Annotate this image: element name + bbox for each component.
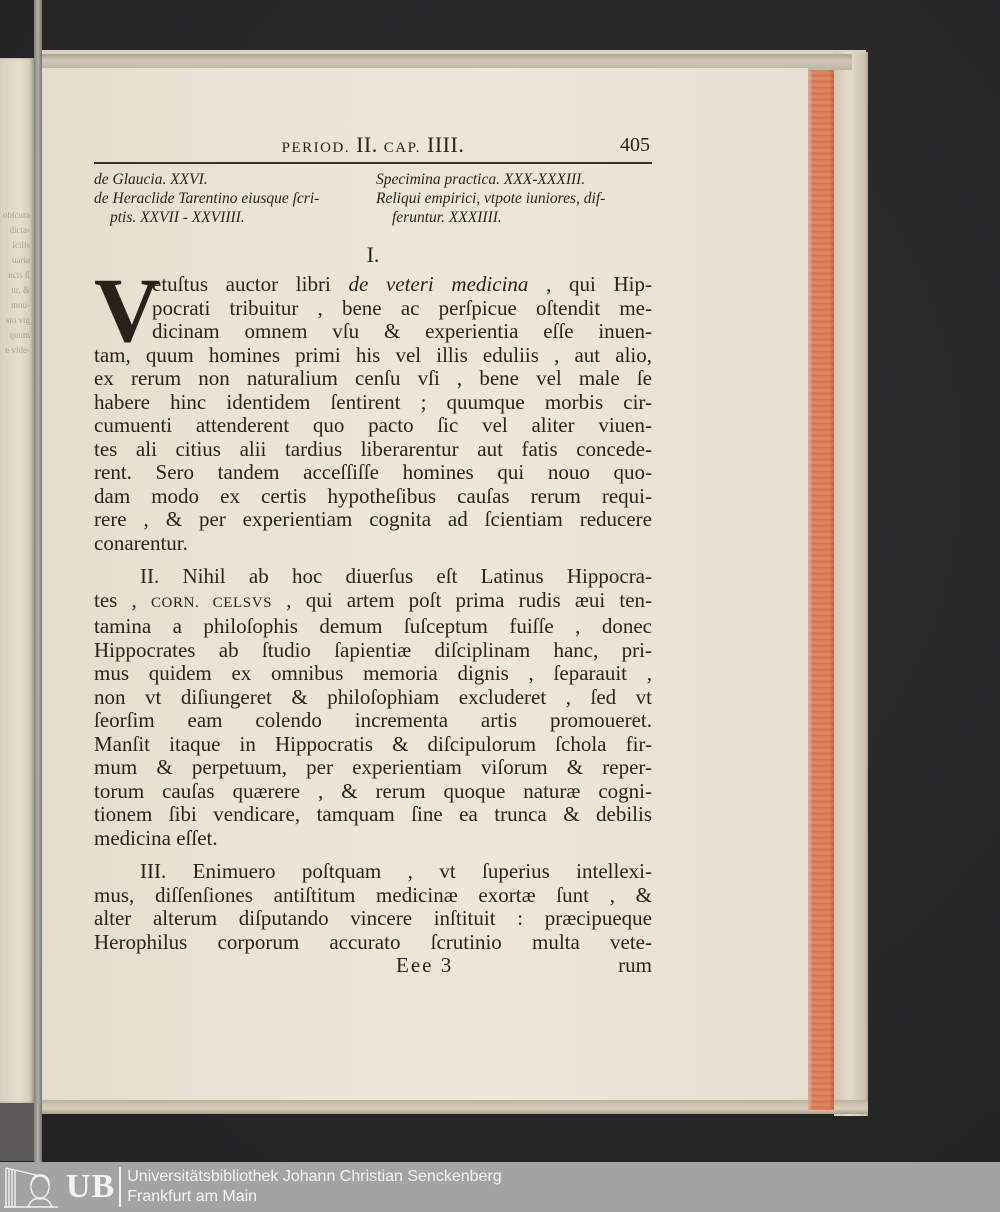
- text-line: Manſit itaque in Hippocratis & diſcipulorum ſchola fir-: [94, 731, 652, 756]
- signature-mark: Eee 3: [396, 953, 454, 977]
- binding-right-edge: [834, 52, 868, 1116]
- adjacent-page-edge: [0, 58, 34, 1103]
- text-line: ex rerum non naturalium cenſu vſi , bene vel male ſe: [94, 366, 652, 390]
- summary-entry: de Heraclide Tarentino eiusque ſcri-: [94, 190, 320, 207]
- summary-right-column: [376, 170, 652, 227]
- summary-entry: Reliqui empirici, vtpote iuniores, dif-: [376, 190, 606, 207]
- library-footer-bar: [0, 1162, 1000, 1212]
- library-name: Universitätsbibliothek Johann Christian Senckenberg: [127, 1168, 502, 1185]
- library-logo[interactable]: [2, 1165, 127, 1209]
- summary-left-column: [94, 170, 370, 227]
- author-name-smallcaps: CORN. CELSVS: [150, 594, 273, 611]
- text-line: non vt diſiungeret & philoſophiam excluderet , ſed vt: [94, 684, 652, 709]
- page-bottom-edge: [42, 1100, 868, 1114]
- glass-plate-edge: [34, 0, 42, 1162]
- text-line: mus, diſſenſiones antiſtitum medicinæ exortæ ſunt , &: [94, 882, 652, 907]
- paragraph-3: [94, 860, 652, 954]
- italic-title: de veteri medicina: [348, 272, 529, 296]
- running-head-cap-number: IIII.: [427, 132, 465, 157]
- text-line: ſeorſim eam colendo incrementa artis promoueret.: [94, 708, 652, 732]
- library-portrait-logo-icon: [2, 1165, 74, 1209]
- text-span: tes ,: [94, 587, 151, 612]
- logo-ub-text: UB: [66, 1168, 116, 1205]
- bleed-line: ur, &: [11, 285, 30, 295]
- text-line: tamina a philoſophis demum ſuſceptum fuiſſe , donec: [94, 614, 652, 638]
- running-head-period: PERIOD.: [281, 140, 351, 156]
- paragraph-2: [94, 565, 652, 850]
- text-line: rent. Sero tandem acceſſiſſe homines qui nouo quo-: [94, 460, 652, 484]
- page-text-block: [94, 132, 652, 977]
- text-line: pocrati tribuitur , bene ac perſpicue oſtendit me-: [152, 295, 652, 320]
- text-span: , qui Hip-: [528, 272, 652, 296]
- bleed-line: uaria: [12, 255, 30, 265]
- text-line: Herophilus corporum accurato ſcrutinio multa vete-: [94, 929, 652, 954]
- bleed-line: sto vig: [5, 315, 30, 325]
- library-credit: [127, 1167, 501, 1207]
- adjacent-page-bleed-text: [0, 208, 30, 1068]
- section-number: I.: [366, 242, 380, 267]
- summary-entry: de Glaucia. XXVI.: [94, 171, 208, 188]
- text-line: habere hinc identidem ſentirent ; quumque morbis cir-: [94, 389, 652, 414]
- catchword: rum: [618, 953, 652, 977]
- text-line: rere , & per experientiam cognita ad ſcientiam reducere: [94, 507, 652, 531]
- bleed-line: dicta-: [9, 225, 30, 235]
- bleed-line: e vide-: [5, 345, 30, 355]
- bleed-line: ncis ſi: [8, 270, 30, 280]
- adjacent-page-shadow: [0, 1103, 34, 1161]
- paragraph-1: [94, 259, 652, 555]
- text-span: etuſtus auctor libri: [152, 272, 349, 296]
- text-line: tam, quum homines primi his vel illis eduliis , aut alio,: [94, 342, 652, 367]
- running-head-period-number: II.: [356, 132, 378, 157]
- text-line: II. Nihil ab hoc diuerſus eſt Latinus Hippocra-: [140, 564, 652, 588]
- text-line: dam modo ex certis hypotheſibus cauſas rerum requi-: [94, 483, 652, 508]
- running-head-title: [94, 132, 652, 158]
- bleed-line: ſcilis: [12, 240, 30, 250]
- text-line: [94, 589, 652, 616]
- chapter-summary: [94, 170, 652, 227]
- bleed-line: mou-: [11, 300, 30, 310]
- text-line: medicina eſſet.: [94, 825, 218, 850]
- text-line: torum cauſas quærere , & rerum quoque naturæ cogni-: [94, 778, 652, 803]
- text-line: mus quidem ex omnibus memoria dignis , ſeparauit ,: [94, 661, 652, 685]
- text-line: conarentur.: [94, 530, 188, 555]
- text-line: dicinam omnem vſu & experientia eſſe inuen-: [152, 319, 652, 343]
- summary-entry-continuation: feruntur. XXXIIII.: [392, 209, 502, 226]
- text-line: tes ali citius alii tardius liberarentur aut fatis concede-: [94, 436, 652, 461]
- text-line: Hippocrates ab ſtudio ſapientiæ diſciplinam hanc, pri-: [94, 637, 652, 662]
- library-city: Frankfurt am Main: [127, 1188, 258, 1205]
- text-line: [94, 273, 652, 297]
- text-span: , qui artem poſt prima rudis æui ten-: [272, 587, 653, 612]
- text-line: III. Enimuero poſtquam , vt ſuperius intellexi-: [140, 859, 652, 883]
- logo-divider: [119, 1167, 121, 1207]
- text-line: tionem ſibi vendicare, tamquam ſine ea trunca & debilis: [94, 802, 652, 826]
- drop-cap-initial: V: [94, 259, 161, 361]
- bleed-line: obſcura: [3, 210, 30, 220]
- text-line: alter alterum diſputando vincere inſtituit : præcipueque: [94, 906, 652, 930]
- summary-entry: Specimina practica. XXX-XXXIII.: [376, 171, 586, 188]
- page-number: 405: [620, 134, 650, 156]
- red-page-edge: [808, 70, 834, 1110]
- running-head-cap: CAP.: [383, 140, 422, 156]
- summary-entry-continuation: ptis. XXVII - XXVIIII.: [110, 209, 245, 226]
- page-foot: [94, 954, 652, 977]
- text-line: mum & perpetuum, per experientiam viſorum & reper-: [94, 755, 652, 779]
- bleed-line: quum: [9, 330, 30, 340]
- text-line: cumuenti attenderent quo pacto ſic vel aliter viuen-: [94, 413, 652, 437]
- running-head: [94, 132, 652, 164]
